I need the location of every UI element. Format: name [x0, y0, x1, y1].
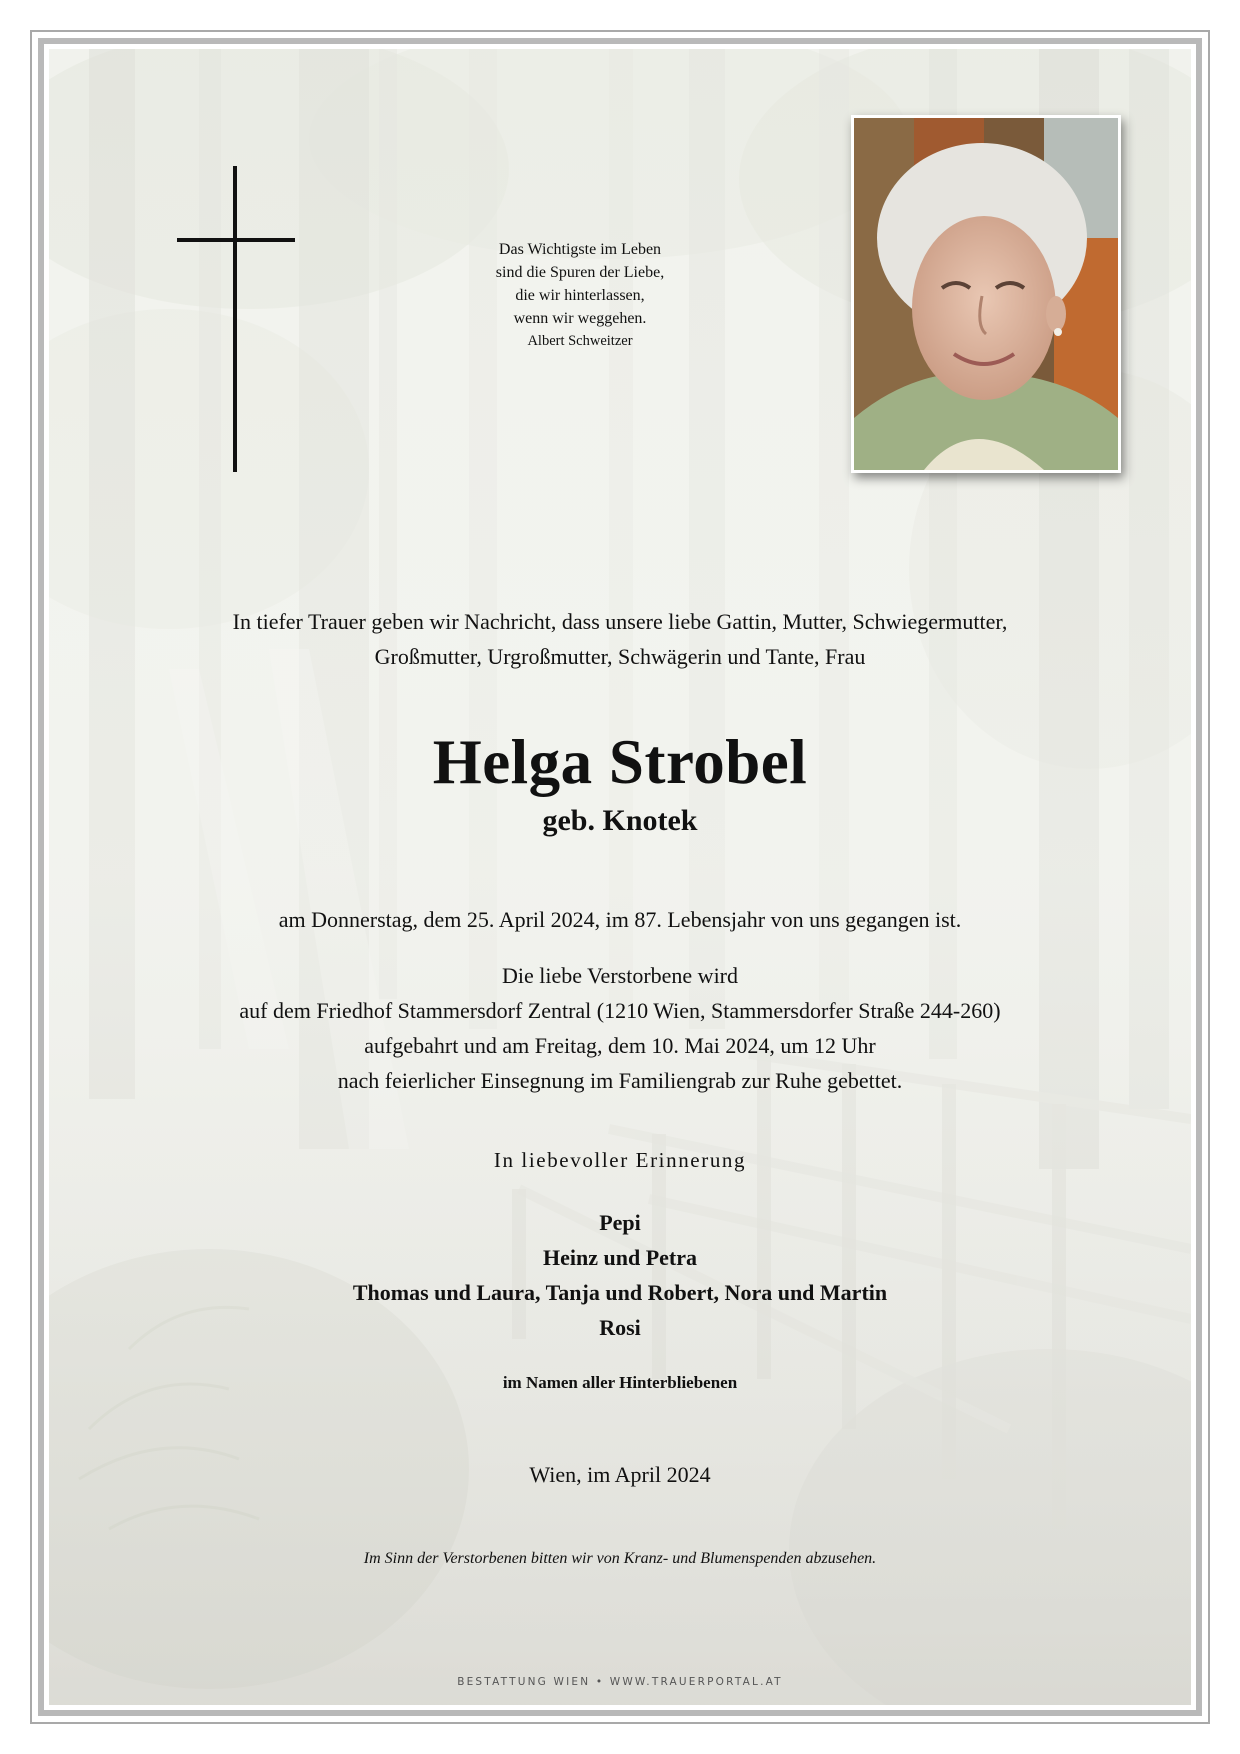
- portrait-icon: [854, 118, 1118, 470]
- intro-line: Großmutter, Urgroßmutter, Schwägerin und Tante, Frau: [374, 644, 866, 669]
- quote-author: Albert Schweitzer: [527, 333, 633, 349]
- quote: [420, 238, 740, 353]
- portrait-photo: [851, 115, 1121, 473]
- on-behalf-note: im Namen aller Hinterbliebenen: [502, 1373, 738, 1392]
- quote-line: wenn wir weggehen.: [513, 310, 647, 327]
- donation-note: Im Sinn der Verstorbenen bitten wir von Kranz- und Blumenspenden abzusehen.: [363, 1550, 877, 1567]
- mourner-entry: Rosi: [599, 1315, 641, 1340]
- funeral-details: [49, 958, 1191, 1098]
- cross-icon-bar: [177, 238, 295, 242]
- mourner-entry: Pepi: [599, 1210, 641, 1235]
- intro-line: In tiefer Trauer geben wir Nachricht, dass unsere liebe Gattin, Mutter, Schwiegermutter,: [232, 609, 1008, 634]
- footer-credit: BESTATTUNG WIEN • WWW.TRAUERPORTAL.AT: [457, 1676, 783, 1688]
- funeral-line: aufgebahrt und am Freitag, dem 10. Mai 2024, um 12 Uhr: [364, 1033, 876, 1058]
- death-notice: am Donnerstag, dem 25. April 2024, im 87. Lebensjahr von uns gegangen ist.: [278, 907, 962, 932]
- memory-heading: In liebevoller Erinnerung: [493, 1148, 747, 1172]
- quote-line: Das Wichtigste im Leben: [498, 241, 662, 258]
- funeral-line: nach feierlicher Einsegnung im Familiengrab zur Ruhe gebettet.: [337, 1068, 903, 1093]
- quote-line: die wir hinterlassen,: [515, 287, 645, 304]
- maiden-name: geb. Knotek: [542, 804, 698, 837]
- cross-icon: [233, 166, 237, 472]
- funeral-line: Die liebe Verstorbene wird: [501, 963, 739, 988]
- funeral-line: auf dem Friedhof Stammersdorf Zentral (1210 Wien, Stammersdorfer Straße 244-260): [239, 998, 1001, 1023]
- announcement-intro: [49, 604, 1191, 674]
- deceased-name: Helga Strobel: [432, 727, 808, 797]
- quote-line: sind die Spuren der Liebe,: [495, 264, 665, 281]
- mourner-entry: Thomas und Laura, Tanja und Robert, Nora und Martin: [352, 1280, 888, 1305]
- mourner-entry: Heinz und Petra: [543, 1245, 697, 1270]
- mourners-list: [49, 1205, 1191, 1345]
- place-date: Wien, im April 2024: [529, 1462, 711, 1487]
